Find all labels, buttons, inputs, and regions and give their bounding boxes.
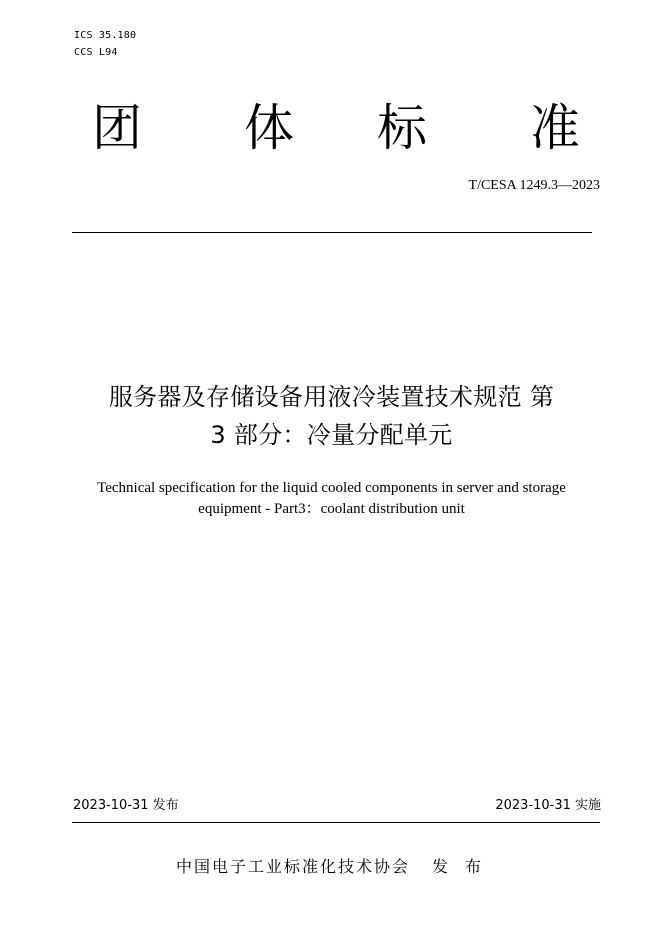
standard-type-char-4: 准 xyxy=(530,99,580,157)
publisher xyxy=(0,856,663,878)
publisher-action: 发 布 xyxy=(431,857,488,876)
ccs-code: CCS L94 xyxy=(74,47,118,58)
publisher-organization: 中国电子工业标准化技术协会 xyxy=(175,857,410,876)
english-title-line-1: Technical specification for the liquid cooled components in server and storage xyxy=(97,480,566,496)
ics-code: ICS 35.180 xyxy=(74,30,137,41)
standard-type-char-2: 体 xyxy=(244,99,294,157)
implement-date: 2023-10-31 实施 xyxy=(495,798,601,813)
chinese-title-line-2: 3 部分：冷量分配单元 xyxy=(210,421,453,449)
standard-type-char-3: 标 xyxy=(377,99,427,157)
footer-divider xyxy=(72,822,600,823)
standard-type-char-1: 团 xyxy=(92,99,142,157)
standard-number: T/CESA 1249.3—2023 xyxy=(468,178,600,193)
header-divider xyxy=(72,232,592,233)
english-title-line-2: equipment - Part3：coolant distribution unit xyxy=(198,501,465,517)
chinese-title-line-1: 服务器及存储设备用液冷装置技术规范 第 xyxy=(108,383,555,411)
publish-date: 2023-10-31 发布 xyxy=(73,798,179,813)
